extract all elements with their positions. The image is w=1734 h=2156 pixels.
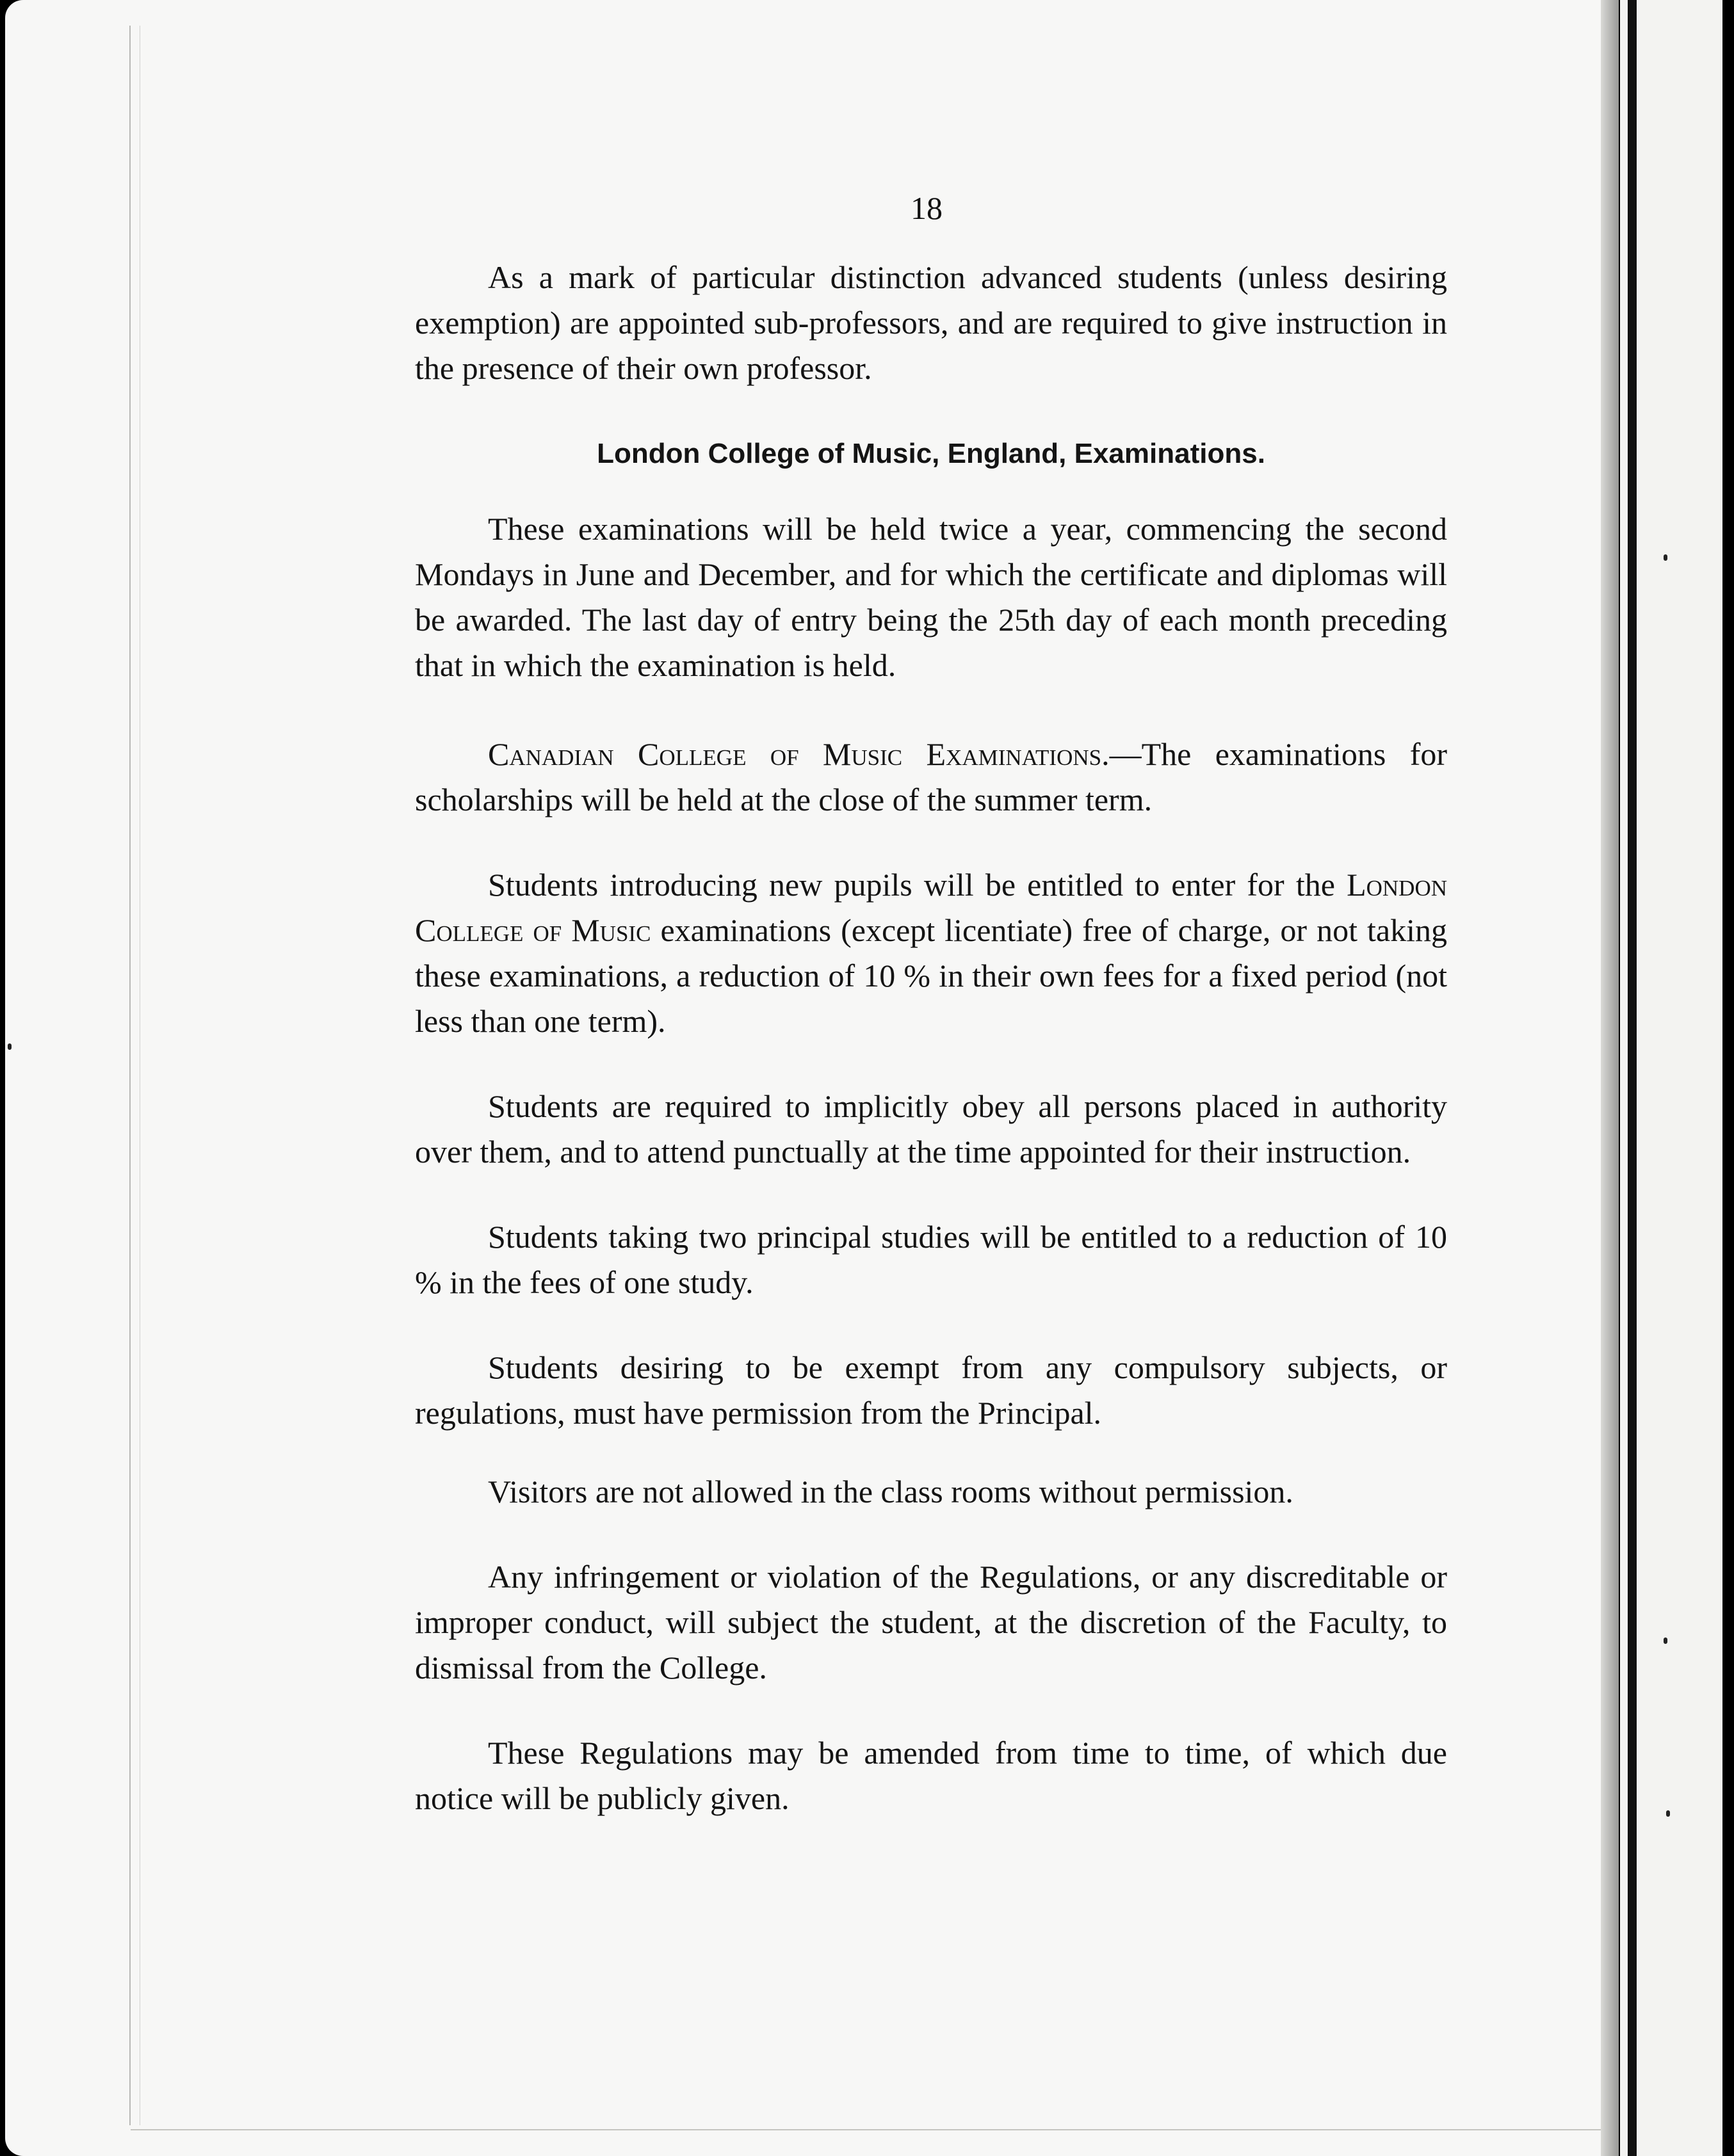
canadian-college-lead: Canadian College of Music Examinations. — [488, 736, 1110, 772]
scan-speck — [1664, 1637, 1667, 1644]
paragraph-infringement: Any infringement or violation of the Regulations, or any discreditable or improper conduct, will subject the student, at the discretion of the Faculty, to dismissal from the College. — [415, 1559, 1447, 1685]
paragraph-examinations: These examinations will be held twice a year, commencing the second Mondays in June and December, and for which the certificate and diplomas will be awarded. The last day of entry being the 25th day of each month preceding that in which the examination is held. — [415, 511, 1447, 683]
bottom-rule — [131, 2129, 1616, 2130]
canadian-college-rest: —The examinations for scholarships will be held at the close of the summer term. — [415, 736, 1447, 817]
binding-gutter — [1601, 0, 1619, 2156]
section-heading: London College of Music, England, Examinations. — [597, 438, 1265, 469]
scan-speck — [1664, 554, 1667, 561]
london-college-name: London College of Music — [415, 867, 1447, 948]
paragraph-canadian-college — [415, 732, 1447, 823]
paragraph-obedience: Students are required to implicitly obey all persons placed in authority over them, and to attend punctually at the time appointed for their instruction. — [415, 1088, 1447, 1170]
paragraph-new-pupils — [415, 862, 1447, 1044]
page-number: 18 — [911, 190, 943, 226]
paragraph-exemption: Students desiring to be exempt from any compulsory subjects, or regulations, must have permission from the Principal. — [415, 1349, 1447, 1431]
page-sheet — [5, 0, 1614, 2156]
paragraph-visitors: Visitors are not allowed in the class rooms without permission. — [488, 1474, 1293, 1509]
paragraph-amendments: These Regulations may be amended from time to time, of which due notice will be publicly given. — [415, 1735, 1447, 1816]
facing-page-edge — [1628, 0, 1637, 2156]
paragraph-sub-professors: As a mark of particular distinction advanced students (unless desiring exemption) are appointed sub-professors, and are required to give instruction in the presence of their own professor. — [415, 259, 1447, 386]
new-pupils-end: examinations (except licentiate) free of charge, or not taking these examinations, a reduction of 10 % in their own fees for a fixed period (not less than one term). — [415, 912, 1448, 1039]
scan-speck — [8, 1043, 12, 1050]
page-body — [415, 255, 1447, 1821]
margin-rule — [129, 26, 131, 2125]
paragraph-two-studies: Students taking two principal studies will be entitled to a reduction of 10 % in the fees of one study. — [415, 1219, 1447, 1300]
scan-speck — [1666, 1810, 1670, 1817]
new-pupils-start: Students introducing new pupils will be entitled to enter for the — [488, 867, 1347, 903]
